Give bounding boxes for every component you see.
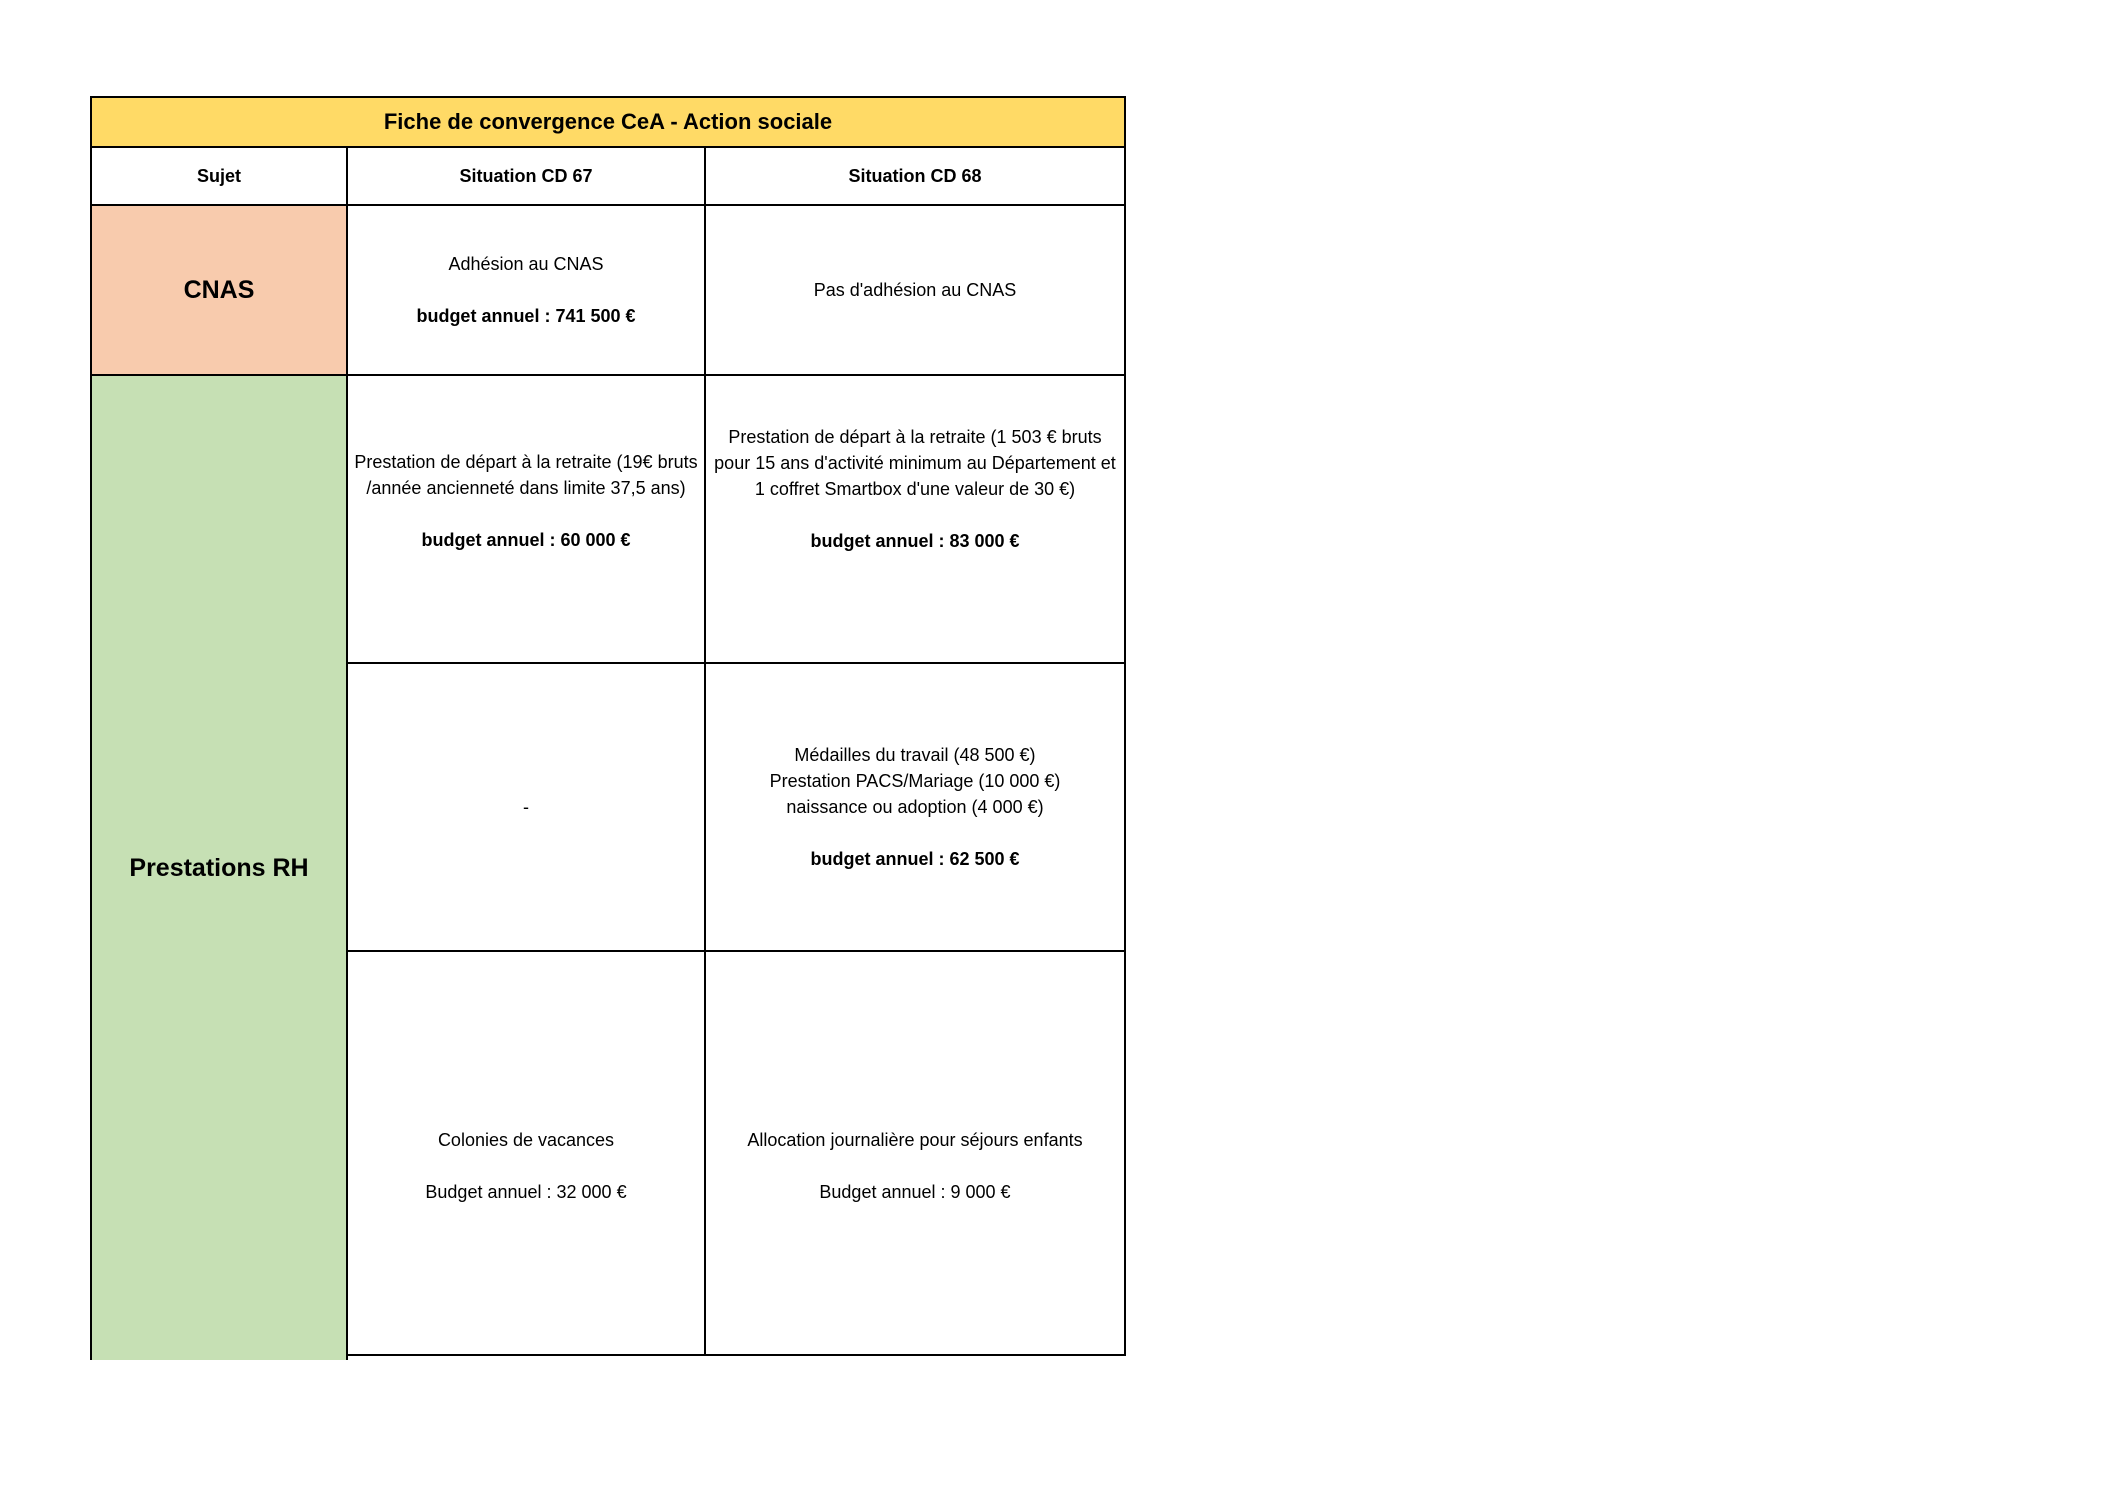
header-sujet: Sujet	[90, 146, 348, 206]
cell-budget: budget annuel : 83 000 €	[810, 531, 1020, 551]
cell-retraite-cd67	[346, 374, 706, 664]
cell-retraite-cd68	[704, 374, 1126, 664]
convergence-table	[90, 96, 1126, 1360]
cell-budget: budget annuel : 62 500 €	[810, 849, 1020, 869]
cell-cnas-cd67	[346, 204, 706, 376]
subject-cnas: CNAS	[90, 204, 348, 376]
cell-medailles-cd67	[346, 662, 706, 952]
cell-text: Allocation journalière pour séjours enfants	[747, 1130, 1083, 1150]
cell-budget: Budget annuel : 9 000 €	[819, 1182, 1011, 1202]
header-situation-cd67: Situation CD 67	[346, 146, 706, 206]
cell-text: Prestation de départ à la retraite (19€ bruts /année ancienneté dans limite 37,5 ans)	[354, 452, 698, 498]
table-title: Fiche de convergence CeA - Action sociale	[90, 96, 1126, 148]
cell-colonies-cd67	[346, 950, 706, 1356]
cell-text: Colonies de vacances	[437, 1130, 615, 1150]
cell-text: Pas d'adhésion au CNAS	[813, 280, 1017, 300]
cell-text: Médailles du travail (48 500 €) Prestation PACS/Mariage (10 000 €) naissance ou adoption (4 000 €)	[769, 745, 1061, 817]
cell-text: Prestation de départ à la retraite (1 503 € bruts pour 15 ans d'activité minimum au Département et 1 coffret Smartbox d'une valeur de 30 €)	[714, 427, 1116, 499]
cell-text: -	[523, 797, 529, 817]
subject-prestations-rh: Prestations RH	[90, 374, 348, 1360]
cell-budget: Budget annuel : 32 000 €	[425, 1182, 627, 1202]
header-situation-cd68: Situation CD 68	[704, 146, 1126, 206]
cell-budget: budget annuel : 60 000 €	[421, 530, 631, 550]
cell-colonies-cd68	[704, 950, 1126, 1356]
cell-cnas-cd68	[704, 204, 1126, 376]
cell-text: Adhésion au CNAS	[448, 254, 604, 274]
cell-medailles-cd68	[704, 662, 1126, 952]
cell-budget: budget annuel : 741 500 €	[416, 306, 636, 326]
